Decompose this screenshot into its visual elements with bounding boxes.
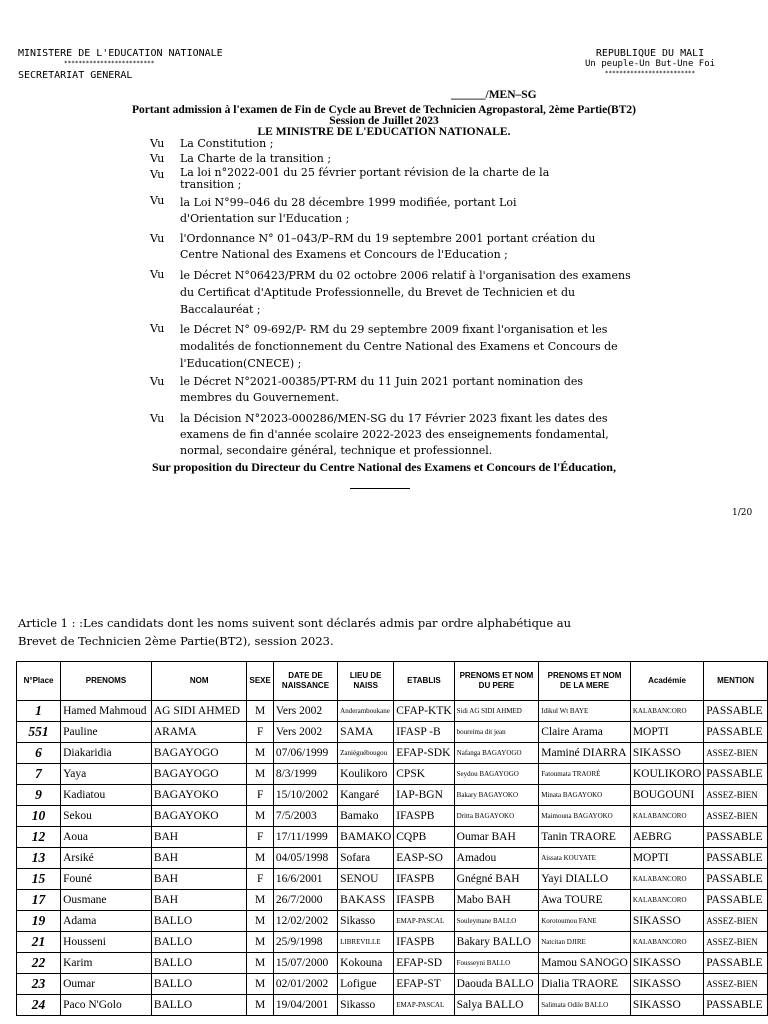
cell-date-naissance: 25/9/1998 xyxy=(273,932,337,953)
cell-mere: Salimata Odile BALLO xyxy=(539,995,631,1016)
divider xyxy=(350,488,410,489)
cell-pere: Gnégné BAH xyxy=(454,869,539,890)
vu-label: Vu xyxy=(150,375,165,388)
col-header: PRENOMS ET NOM DU PERE xyxy=(454,662,539,701)
cell-mention: PASSABLE xyxy=(704,953,768,974)
cell-mention: PASSABLE xyxy=(704,869,768,890)
cell-place: 12 xyxy=(17,827,61,848)
cell-etablissement: IAP-BGN xyxy=(394,785,454,806)
cell-prenoms: Arsiké xyxy=(61,848,152,869)
cell-academie: KALABANCORO xyxy=(630,701,703,722)
cell-date-naissance: 16/6/2001 xyxy=(273,869,337,890)
cell-mere: Idikul Wt BAYE xyxy=(539,701,631,722)
cell-pere: Daouda BALLO xyxy=(454,974,539,995)
table-header-row xyxy=(17,662,768,701)
secretariat-name: SECRETARIAT GENERAL xyxy=(18,70,133,81)
cell-pere: Nafanga BAGAYOGO xyxy=(454,743,539,764)
cell-etablissement: CQPB xyxy=(394,827,454,848)
cell-lieu-naissance: Zaniéguébougou xyxy=(338,743,394,764)
cell-date-naissance: 04/05/1998 xyxy=(273,848,337,869)
cell-sexe: M xyxy=(247,953,273,974)
cell-nom: BAGAYOGO xyxy=(151,743,247,764)
cell-mere: Aissata KOUYATE xyxy=(539,848,631,869)
table-row xyxy=(17,953,768,974)
cell-etablissement: EMAP-PASCAL xyxy=(394,995,454,1016)
cell-academie: MOPTI xyxy=(630,848,703,869)
vu-item: l'Ordonnance N° 01–043/P–RM du 19 septembre 2001 portant création du Centre National des Examens et Concours de l'Education ; xyxy=(180,232,596,261)
cell-academie: SIKASSO xyxy=(630,974,703,995)
cell-date-naissance: 15/10/2002 xyxy=(273,785,337,806)
cell-nom: AG SIDI AHMED xyxy=(151,701,247,722)
cell-prenoms: Yaya xyxy=(61,764,152,785)
cell-prenoms: Ousmane xyxy=(61,890,152,911)
col-header: ETABLIS xyxy=(394,662,454,701)
cell-mention: ASSEZ-BIEN xyxy=(704,785,768,806)
cell-etablissement: CPSK xyxy=(394,764,454,785)
cell-prenoms: Paco N'Golo xyxy=(61,995,152,1016)
cell-mention: PASSABLE xyxy=(704,827,768,848)
table-row xyxy=(17,722,768,743)
cell-sexe: M xyxy=(247,848,273,869)
cell-pere: Bakary BAGAYOKO xyxy=(454,785,539,806)
cell-pere: Salya BALLO xyxy=(454,995,539,1016)
col-header: SEXE xyxy=(247,662,273,701)
vu-item: La Constitution ; xyxy=(180,137,274,150)
cell-lieu-naissance: Sofara xyxy=(338,848,394,869)
cell-prenoms: Hamed Mahmoud xyxy=(61,701,152,722)
cell-academie: KALABANCORO xyxy=(630,869,703,890)
decision-title: Portant admission à l'examen de Fin de Cycle au Brevet de Technicien Agropastoral, 2ème Partie(BT2) xyxy=(132,104,636,116)
vu-label: Vu xyxy=(150,152,165,165)
cell-etablissement: CFAP-KTK xyxy=(394,701,454,722)
cell-etablissement: IFASPB xyxy=(394,806,454,827)
cell-lieu-naissance: Bamako xyxy=(338,806,394,827)
cell-place: 23 xyxy=(17,974,61,995)
table-row xyxy=(17,764,768,785)
cell-place: 22 xyxy=(17,953,61,974)
cell-academie: SIKASSO xyxy=(630,743,703,764)
cell-pere: Seydou BAGAYOGO xyxy=(454,764,539,785)
vu-item: le Décret N°06423/PRM du 02 octobre 2006 relatif à l'organisation des examens du Certificat d'Aptitude Professionnelle, du Brevet de Technicien et du Baccalauréat ; xyxy=(180,269,631,316)
cell-pere: Mabo BAH xyxy=(454,890,539,911)
cell-place: 551 xyxy=(17,722,61,743)
table-row xyxy=(17,974,768,995)
col-header: MENTION xyxy=(704,662,768,701)
cell-mere: Fatoumata TRAORÉ xyxy=(539,764,631,785)
table-row xyxy=(17,932,768,953)
cell-pere: Dritta BAGAYOKO xyxy=(454,806,539,827)
cell-lieu-naissance: SAMA xyxy=(338,722,394,743)
cell-etablissement: EFAP-ST xyxy=(394,974,454,995)
cell-mention: ASSEZ-BIEN xyxy=(704,932,768,953)
cell-place: 10 xyxy=(17,806,61,827)
cell-place: 24 xyxy=(17,995,61,1016)
cell-pere: Oumar BAH xyxy=(454,827,539,848)
cell-sexe: M xyxy=(247,806,273,827)
page-number: 1/20 xyxy=(732,508,753,518)
vu-item: la Décision N°2023-000286/MEN-SG du 17 Février 2023 fixant les dates des examens de fin d'année scolaire 2022-2023 des enseignements fondamental, normal, secondaire général, technique et professionnel. xyxy=(180,412,609,457)
cell-mention: PASSABLE xyxy=(704,764,768,785)
col-header: PRENOMS xyxy=(61,662,152,701)
cell-mere: Maminé DIARRA xyxy=(539,743,631,764)
cell-sexe: F xyxy=(247,869,273,890)
cell-place: 15 xyxy=(17,869,61,890)
cell-pere: Souleymane BALLO xyxy=(454,911,539,932)
proposition: Sur proposition du Directeur du Centre National des Examens et Concours de l'Éducation, xyxy=(152,460,616,474)
cell-prenoms: Kadiatou xyxy=(61,785,152,806)
cell-etablissement: EFAP-SDK xyxy=(394,743,454,764)
cell-prenoms: Karim xyxy=(61,953,152,974)
vu-item: le Décret N°2021-00385/PT-RM du 11 Juin 2021 portant nomination des membres du Gouvernement. xyxy=(180,375,584,404)
cell-sexe: F xyxy=(247,722,273,743)
cell-academie: SIKASSO xyxy=(630,953,703,974)
cell-sexe: M xyxy=(247,995,273,1016)
cell-place: 7 xyxy=(17,764,61,785)
cell-date-naissance: 8/3/1999 xyxy=(273,764,337,785)
cell-date-naissance: 07/06/1999 xyxy=(273,743,337,764)
cell-mere: Maimouna BAGAYOKO xyxy=(539,806,631,827)
cell-sexe: M xyxy=(247,764,273,785)
cell-mere: Awa TOURE xyxy=(539,890,631,911)
cell-nom: BAH xyxy=(151,827,247,848)
vu-label: Vu xyxy=(150,137,165,150)
cell-lieu-naissance: BAKASS xyxy=(338,890,394,911)
cell-lieu-naissance: Kokouna xyxy=(338,953,394,974)
cell-place: 6 xyxy=(17,743,61,764)
cell-date-naissance: Vers 2002 xyxy=(273,701,337,722)
cell-pere: Fousseyni BALLO xyxy=(454,953,539,974)
cell-nom: BALLO xyxy=(151,932,247,953)
vu-item: le Décret N° 09-692/P- RM du 29 septembre 2009 fixant l'organisation et les modalités de fonctionnement du Centre National des Examens et Concours de l'Education(CNECE) ; xyxy=(180,323,618,370)
cell-mention: PASSABLE xyxy=(704,722,768,743)
cell-nom: BAGAYOKO xyxy=(151,785,247,806)
cell-prenoms: Pauline xyxy=(61,722,152,743)
vu-item: la Loi N°99–046 du 28 décembre 1999 modifiée, portant Loi d'Orientation sur l'Education ; xyxy=(180,196,517,225)
cell-sexe: F xyxy=(247,785,273,806)
cell-place: 1 xyxy=(17,701,61,722)
vu-label: Vu xyxy=(150,194,165,207)
article-1: Article 1 : :Les candidats dont les noms suivent sont déclarés admis par ordre alphabétique au Brevet de Technicien 2ème Partie(BT2), session 2023. xyxy=(18,616,572,648)
cell-lieu-naissance: Sikasso xyxy=(338,911,394,932)
cell-nom: BAH xyxy=(151,869,247,890)
cell-pere: Bakary BALLO xyxy=(454,932,539,953)
cell-prenoms: Housseni xyxy=(61,932,152,953)
cell-mention: ASSEZ-BIEN xyxy=(704,911,768,932)
cell-prenoms: Founé xyxy=(61,869,152,890)
ministry-stars: ************************* xyxy=(64,60,155,67)
table-row xyxy=(17,743,768,764)
cell-nom: BAGAYOKO xyxy=(151,806,247,827)
cell-nom: BALLO xyxy=(151,974,247,995)
cell-nom: BALLO xyxy=(151,995,247,1016)
cell-prenoms: Aoua xyxy=(61,827,152,848)
decision-minister: LE MINISTRE DE L'EDUCATION NATIONALE. xyxy=(257,126,511,138)
cell-nom: BAGAYOGO xyxy=(151,764,247,785)
cell-mere: Dialia TRAORE xyxy=(539,974,631,995)
cell-sexe: M xyxy=(247,701,273,722)
republic-name: REPUBLIQUE DU MALI xyxy=(595,48,705,59)
vu-label: Vu xyxy=(150,268,165,281)
table-row xyxy=(17,701,768,722)
cell-etablissement: EMAP-PASCAL xyxy=(394,911,454,932)
cell-lieu-naissance: SENOU xyxy=(338,869,394,890)
cell-nom: BALLO xyxy=(151,953,247,974)
cell-mention: PASSABLE xyxy=(704,995,768,1016)
vu-label: Vu xyxy=(150,322,165,335)
cell-nom: ARAMA xyxy=(151,722,247,743)
cell-lieu-naissance: Lofigue xyxy=(338,974,394,995)
table-row xyxy=(17,785,768,806)
cell-nom: BALLO xyxy=(151,911,247,932)
cell-mention: ASSEZ-BIEN xyxy=(704,743,768,764)
cell-etablissement: IFASP -B xyxy=(394,722,454,743)
cell-mention: PASSABLE xyxy=(704,701,768,722)
cell-date-naissance: 02/01/2002 xyxy=(273,974,337,995)
cell-lieu-naissance: Koulikoro xyxy=(338,764,394,785)
col-header: LIEU DE NAISS xyxy=(338,662,394,701)
col-header: PRENOMS ET NOM DE LA MERE xyxy=(539,662,631,701)
ministry-name: MINISTERE DE L'EDUCATION NATIONALE xyxy=(18,48,223,59)
cell-nom: BAH xyxy=(151,890,247,911)
table-row xyxy=(17,827,768,848)
cell-date-naissance: Vers 2002 xyxy=(273,722,337,743)
cell-mention: ASSEZ-BIEN xyxy=(704,974,768,995)
cell-sexe: M xyxy=(247,974,273,995)
table-row xyxy=(17,995,768,1016)
cell-academie: SIKASSO xyxy=(630,911,703,932)
col-header: DATE DE NAISSANCE xyxy=(273,662,337,701)
cell-mere: Korotoumou FANE xyxy=(539,911,631,932)
cell-sexe: F xyxy=(247,827,273,848)
cell-etablissement: IFASPB xyxy=(394,869,454,890)
cell-date-naissance: 7/5/2003 xyxy=(273,806,337,827)
cell-prenoms: Diakaridia xyxy=(61,743,152,764)
cell-lieu-naissance: Kangaré xyxy=(338,785,394,806)
col-header: NOM xyxy=(151,662,247,701)
col-header: Académie xyxy=(630,662,703,701)
cell-prenoms: Sekou xyxy=(61,806,152,827)
cell-pere: Sidi AG SIDI AHMED xyxy=(454,701,539,722)
cell-date-naissance: 12/02/2002 xyxy=(273,911,337,932)
cell-mere: Mamou SANOGO xyxy=(539,953,631,974)
table-row xyxy=(17,848,768,869)
cell-place: 13 xyxy=(17,848,61,869)
cell-sexe: M xyxy=(247,890,273,911)
cell-sexe: M xyxy=(247,743,273,764)
cell-mention: PASSABLE xyxy=(704,890,768,911)
cell-date-naissance: 17/11/1999 xyxy=(273,827,337,848)
table-row xyxy=(17,869,768,890)
cell-etablissement: IFASPB xyxy=(394,890,454,911)
vu-label: Vu xyxy=(150,232,165,245)
cell-academie: KALABANCORO xyxy=(630,932,703,953)
cell-lieu-naissance: LIBREVILLE xyxy=(338,932,394,953)
cell-pere: boureima dit jean xyxy=(454,722,539,743)
cell-prenoms: Adama xyxy=(61,911,152,932)
cell-place: 17 xyxy=(17,890,61,911)
cell-mere: Minata BAGAYOKO xyxy=(539,785,631,806)
cell-place: 21 xyxy=(17,932,61,953)
cell-sexe: M xyxy=(247,911,273,932)
vu-item: La loi n°2022-001 du 25 février portant révision de la charte de la transition ; xyxy=(180,166,550,191)
vu-label: Vu xyxy=(150,412,165,425)
table-row xyxy=(17,806,768,827)
cell-lieu-naissance: Sikasso xyxy=(338,995,394,1016)
cell-mere: Tanin TRAORE xyxy=(539,827,631,848)
cell-academie: BOUGOUNI xyxy=(630,785,703,806)
cell-mere: Yayi DIALLO xyxy=(539,869,631,890)
cell-place: 9 xyxy=(17,785,61,806)
cell-mention: PASSABLE xyxy=(704,848,768,869)
republic-stars: ************************* xyxy=(604,70,696,77)
decision-number: ______/MEN–SG xyxy=(451,89,537,101)
cell-sexe: M xyxy=(247,932,273,953)
cell-etablissement: EASP-SO xyxy=(394,848,454,869)
cell-date-naissance: 26/7/2000 xyxy=(273,890,337,911)
table-row xyxy=(17,911,768,932)
cell-place: 19 xyxy=(17,911,61,932)
cell-date-naissance: 19/04/2001 xyxy=(273,995,337,1016)
cell-etablissement: IFASPB xyxy=(394,932,454,953)
cell-etablissement: EFAP-SD xyxy=(394,953,454,974)
results-table xyxy=(16,661,768,1016)
cell-mention: ASSEZ-BIEN xyxy=(704,806,768,827)
vu-label: Vu xyxy=(150,168,165,181)
table-row xyxy=(17,890,768,911)
cell-academie: AEBRG xyxy=(630,827,703,848)
cell-lieu-naissance: BAMAKO xyxy=(338,827,394,848)
cell-prenoms: Oumar xyxy=(61,974,152,995)
cell-mere: Natcitan DJIRE xyxy=(539,932,631,953)
cell-mere: Claire Arama xyxy=(539,722,631,743)
cell-academie: KOULIKORO xyxy=(630,764,703,785)
cell-nom: BAH xyxy=(151,848,247,869)
cell-academie: MOPTI xyxy=(630,722,703,743)
cell-academie: SIKASSO xyxy=(630,995,703,1016)
decision-session: Session de Juillet 2023 xyxy=(329,115,439,127)
republic-motto: Un peuple-Un But-Une Foi xyxy=(585,59,716,69)
vu-item: La Charte de la transition ; xyxy=(180,152,332,165)
cell-pere: Amadou xyxy=(454,848,539,869)
cell-academie: KALABANCORO xyxy=(630,890,703,911)
cell-lieu-naissance: Anderamboukane xyxy=(338,701,394,722)
cell-academie: KALABANCORO xyxy=(630,806,703,827)
col-header: N°Place xyxy=(17,662,61,701)
cell-date-naissance: 15/07/2000 xyxy=(273,953,337,974)
